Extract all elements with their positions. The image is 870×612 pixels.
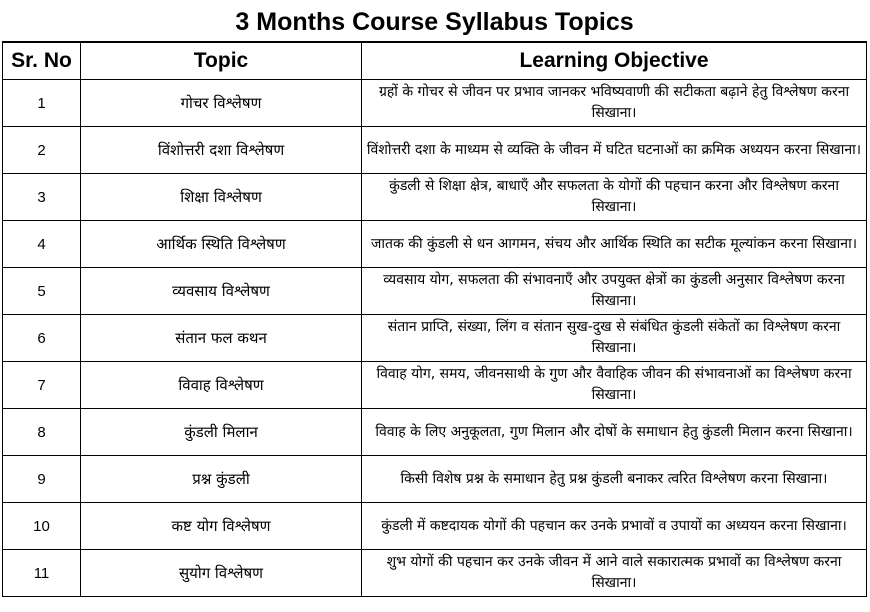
- sr-no-cell: 11: [3, 550, 81, 597]
- objective-cell: कुंडली में कष्टदायक योगों की पहचान कर उनके प्रभावों व उपायों का अध्ययन करना सिखाना।: [362, 503, 867, 550]
- objective-cell: संतान प्राप्ति, संख्या, लिंग व संतान सुख-दुख से संबंधित कुंडली संकेतों का विश्लेषण करना सिखाना।: [362, 315, 867, 362]
- sr-no-cell: 10: [3, 503, 81, 550]
- objective-cell: कुंडली से शिक्षा क्षेत्र, बाधाएँ और सफलता के योगों की पहचान करना और विश्लेषण करना सिखाना।: [362, 174, 867, 221]
- table-row: [3, 550, 867, 597]
- sr-no-cell: 4: [3, 221, 81, 268]
- topic-cell: शिक्षा विश्लेषण: [81, 174, 362, 221]
- syllabus-sheet: [2, 2, 866, 608]
- objective-cell: विंशोत्तरी दशा के माध्यम से व्यक्ति के जीवन में घटित घटनाओं का क्रमिक अध्ययन करना सिखाना।: [362, 127, 867, 174]
- table-row: [3, 315, 867, 362]
- table-row: [3, 503, 867, 550]
- objective-cell: विवाह योग, समय, जीवनसाथी के गुण और वैवाहिक जीवन की संभावनाओं का विश्लेषण करना सिखाना।: [362, 362, 867, 409]
- sr-no-cell: 6: [3, 315, 81, 362]
- topic-cell: कष्ट योग विश्लेषण: [81, 503, 362, 550]
- column-header-topic: Topic: [81, 42, 362, 80]
- sr-no-cell: 5: [3, 268, 81, 315]
- topic-cell: संतान फल कथन: [81, 315, 362, 362]
- topic-cell: विवाह विश्लेषण: [81, 362, 362, 409]
- table-row: [3, 127, 867, 174]
- topic-cell: आर्थिक स्थिति विश्लेषण: [81, 221, 362, 268]
- objective-cell: विवाह के लिए अनुकूलता, गुण मिलान और दोषों के समाधान हेतु कुंडली मिलान करना सिखाना।: [362, 409, 867, 456]
- sr-no-cell: 3: [3, 174, 81, 221]
- column-header-sr-no: Sr. No: [3, 42, 81, 80]
- syllabus-table: [2, 2, 867, 597]
- sr-no-cell: 2: [3, 127, 81, 174]
- topic-cell: गोचर विश्लेषण: [81, 80, 362, 127]
- table-row: [3, 268, 867, 315]
- sr-no-cell: 8: [3, 409, 81, 456]
- table-row: [3, 362, 867, 409]
- sr-no-cell: 7: [3, 362, 81, 409]
- objective-cell: ग्रहों के गोचर से जीवन पर प्रभाव जानकर भविष्यवाणी की सटीकता बढ़ाने हेतु विश्लेषण करना सिखाना।: [362, 80, 867, 127]
- objective-cell: शुभ योगों की पहचान कर उनके जीवन में आने वाले सकारात्मक प्रभावों का विश्लेषण करना सिखाना।: [362, 550, 867, 597]
- objective-cell: व्यवसाय योग, सफलता की संभावनाएँ और उपयुक्त क्षेत्रों का कुंडली अनुसार विश्लेषण करना सिखाना।: [362, 268, 867, 315]
- topic-cell: व्यवसाय विश्लेषण: [81, 268, 362, 315]
- sr-no-cell: 9: [3, 456, 81, 503]
- topic-cell: विंशोत्तरी दशा विश्लेषण: [81, 127, 362, 174]
- topic-cell: कुंडली मिलान: [81, 409, 362, 456]
- table-row: [3, 80, 867, 127]
- column-header-objective: Learning Objective: [362, 42, 867, 80]
- table-row: [3, 456, 867, 503]
- table-row: [3, 221, 867, 268]
- objective-cell: जातक की कुंडली से धन आगमन, संचय और आर्थिक स्थिति का सटीक मूल्यांकन करना सिखाना।: [362, 221, 867, 268]
- table-row: [3, 174, 867, 221]
- topic-cell: सुयोग विश्लेषण: [81, 550, 362, 597]
- sr-no-cell: 1: [3, 80, 81, 127]
- table-row: [3, 409, 867, 456]
- topic-cell: प्रश्न कुंडली: [81, 456, 362, 503]
- objective-cell: किसी विशेष प्रश्न के समाधान हेतु प्रश्न कुंडली बनाकर त्वरित विश्लेषण करना सिखाना।: [362, 456, 867, 503]
- table-title: 3 Months Course Syllabus Topics: [3, 3, 867, 43]
